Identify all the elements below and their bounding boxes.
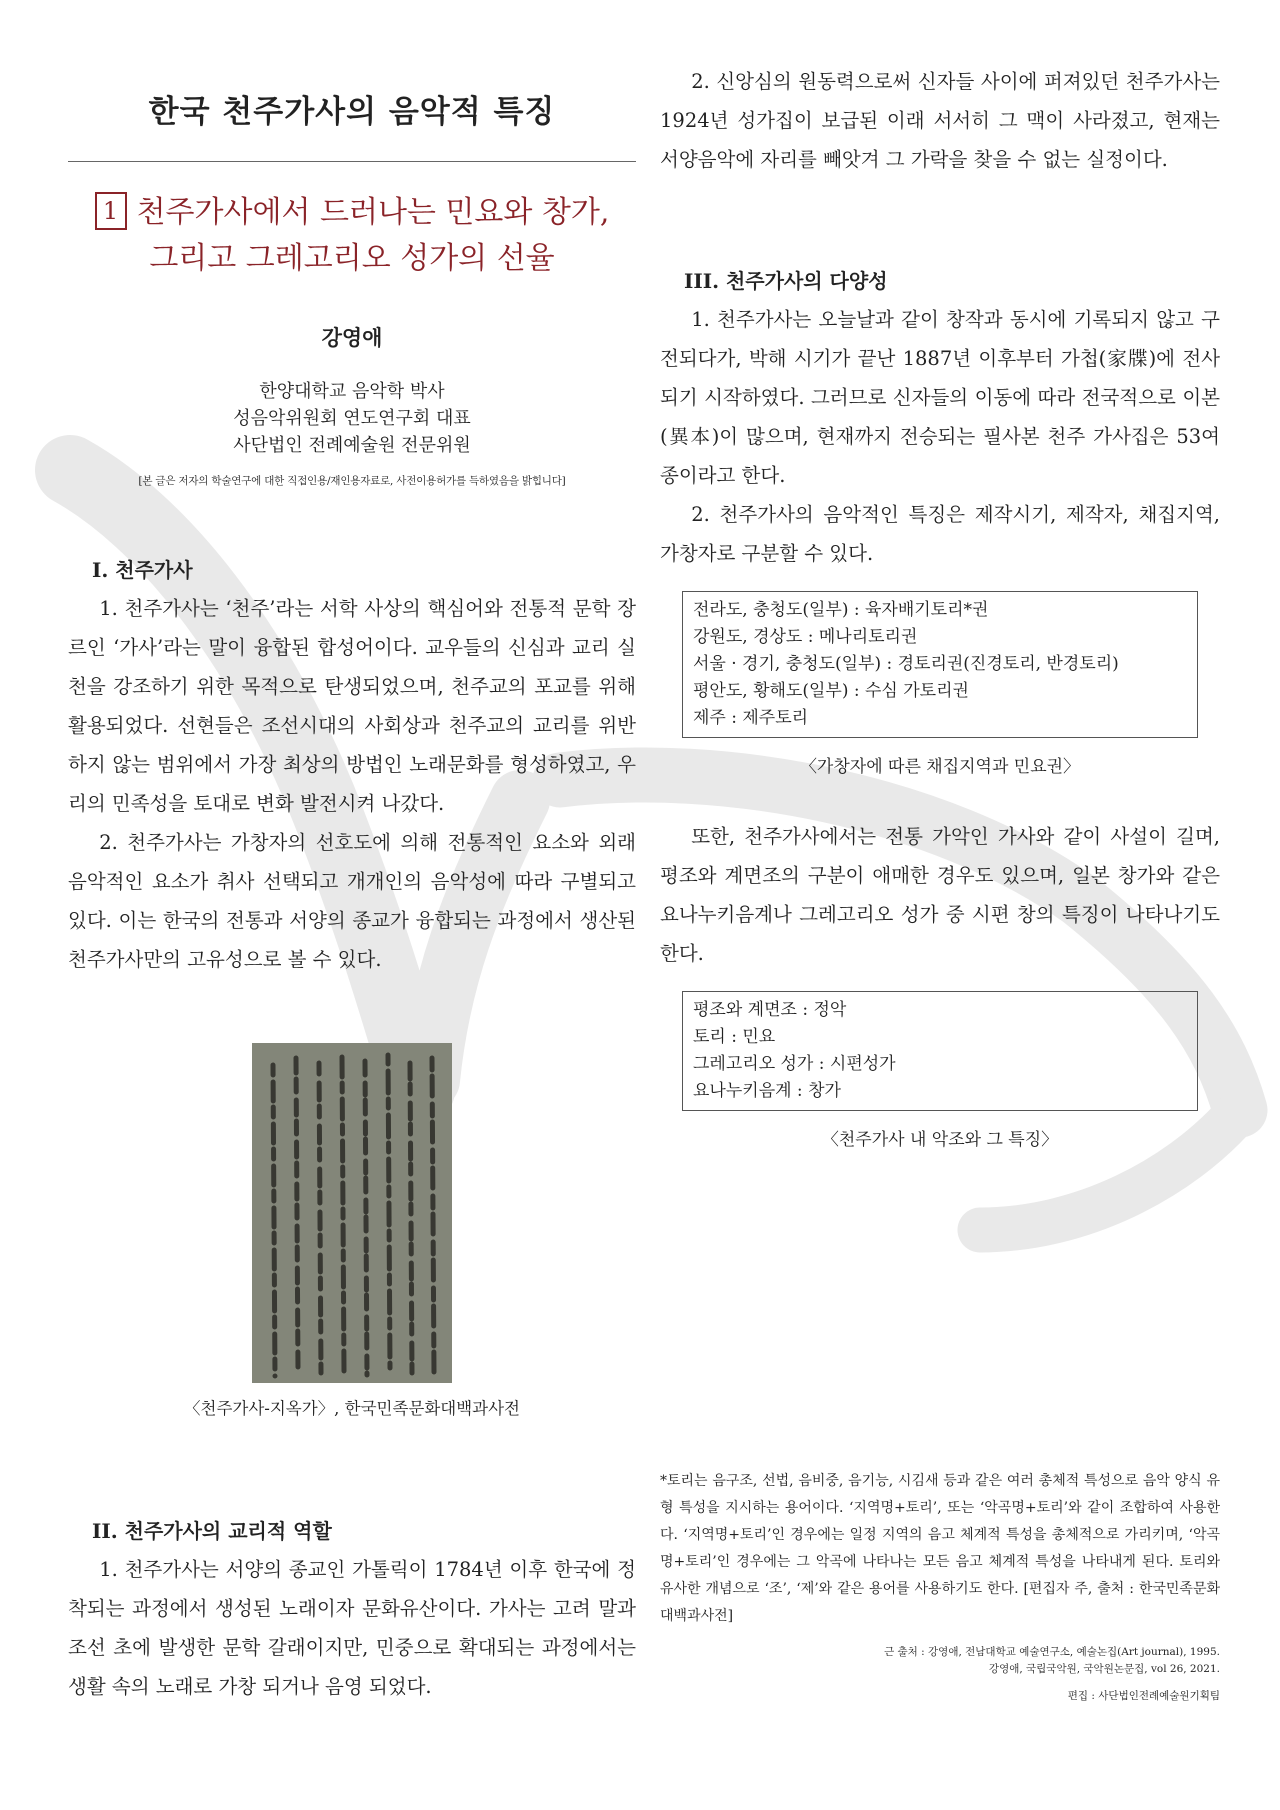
region-row: 제주 : 제주토리 (693, 708, 809, 728)
figure-caption: 〈천주가사-지옥가〉, 한국민족문화대백과사전 (184, 1399, 520, 1418)
region-table-box (682, 591, 1198, 738)
section-2-heading: II. 천주가사의 교리적 역할 (92, 1519, 332, 1543)
manuscript-image (252, 1043, 452, 1383)
mode-row: 토리 : 민요 (693, 1027, 776, 1047)
copyright-notice: [본 글은 저자의 학술연구에 대한 직접인용/재인용자료로, 사전이용허가를 득하였음을 밝힙니다] (138, 475, 566, 487)
title-divider (68, 161, 636, 162)
right-column (660, 62, 1220, 1703)
footnote: *토리는 음구조, 선법, 음비중, 음기능, 시김새 등과 같은 여러 총체적 특성으로 음악 양식 유형 특성을 지시하는 용어이다. ‘지역명+토리’, 또는 ‘악곡명+토리’와 같이 조합하여 사용한다. ‘지역명+토리’인 경우에는 일정 지역의 음고 체계적 특성을 총체적으로 가리키며, ‘악곡명+토리’인 경우에는 그 악곡에 나타나는 모든 음고 체계적 특성을 나타내게 된다. 토리와 유사한 개념으로 ‘조’, ‘제’와 같은 용어를 사용하기도 한다. [편집자 주, 출처 : 한국민족문화대백과사전] (660, 1473, 1220, 1624)
section-3-heading: III. 천주가사의 다양성 (684, 269, 888, 293)
mode-row: 평조와 계면조 : 정악 (693, 1000, 847, 1020)
region-table-caption: 〈가창자에 따른 채집지역과 민요권〉 (799, 757, 1081, 777)
mode-table-caption: 〈천주가사 내 악조와 그 특징〉 (821, 1130, 1059, 1150)
subtitle-line-2: 그리고 그레고리오 성가의 선율 (149, 241, 555, 276)
mode-row: 요나누키음계 : 창가 (693, 1081, 841, 1101)
left-column (68, 60, 636, 1706)
section-3-paragraph: 2. 천주가사의 음악적인 특징은 제작시기, 제작자, 채집지역, 가창자로 구분할 수 있다. (660, 503, 1220, 565)
affiliation-line: 사단법인 전례예술원 전문위원 (233, 435, 471, 456)
references (660, 1644, 1220, 1678)
section-1-paragraph: 2. 천주가사는 가창자의 선호도에 의해 전통적인 요소와 외래 음악적인 요소가 취사 선택되고 개개인의 음악성에 따라 구별되고 있다. 이는 한국의 전통과 서양의 종교가 융합되는 과정에서 생산된 천주가사만의 고유성으로 볼 수 있다. (68, 831, 636, 971)
section-2-continued-paragraph: 2. 신앙심의 원동력으로써 신자들 사이에 퍼져있던 천주가사는 1924년 성가집이 보급된 이래 서서히 그 맥이 사라졌고, 현재는 서양음악에 자리를 빼앗겨 그 가락을 찾을 수 없는 실정이다. (660, 70, 1220, 171)
section-3-paragraph: 또한, 천주가사에서는 전통 가악인 가사와 같이 사설이 길며, 평조와 계면조의 구분이 애매한 경우도 있으며, 일본 창가와 같은 요나누키음계나 그레고리오 성가 중 시편 창의 특징이 나타나기도 한다. (660, 825, 1220, 965)
section-number-badge: 1 (95, 192, 127, 230)
section-2-paragraph: 1. 천주가사는 서양의 종교인 가톨릭이 1784년 이후 한국에 정착되는 과정에서 생성된 노래이자 문화유산이다. 가사는 고려 말과 조선 초에 발생한 문학 갈래이지만, 민중으로 확대되는 과정에서는 생활 속의 노래로 가창 되거나 음영 되었다. (68, 1558, 636, 1698)
author-affiliations (68, 378, 636, 459)
section-1-heading: I. 천주가사 (92, 558, 193, 582)
manuscript-figure (68, 1043, 636, 1419)
region-row: 평안도, 황해도(일부) : 수심 가토리권 (693, 681, 969, 701)
editor-credit: 편집 : 사단법인전례예술원기획팀 (1067, 1690, 1220, 1702)
affiliation-line: 한양대학교 음악학 박사 (259, 381, 445, 402)
page-title: 한국 천주가사의 음악적 특징 (148, 94, 556, 130)
region-row: 서울 · 경기, 충청도(일부) : 경토리권(진경토리, 반경토리) (693, 654, 1119, 674)
author-name: 강영애 (321, 325, 383, 350)
mode-row: 그레고리오 성가 : 시편성가 (693, 1054, 896, 1074)
section-3-paragraph: 1. 천주가사는 오늘날과 같이 창작과 동시에 기록되지 않고 구전되다가, 박해 시기가 끝난 1887년 이후부터 가첩(家牒)에 전사되기 시작하였다. 그러므로 신자들의 이동에 따라 전국적으로 이본(異本)이 많으며, 현재까지 전승되는 필사본 천주 가사집은 53여 종이라고 한다. (660, 308, 1220, 487)
reference-line: 근 출처 : 강영애, 전남대학교 예술연구소, 예술논집(Art journal), 1995. (884, 1646, 1220, 1658)
article-subtitle (68, 190, 636, 282)
mode-table-box (682, 991, 1198, 1111)
subtitle-line-1: 천주가사에서 드러나는 민요와 창가, (136, 195, 610, 230)
region-row: 전라도, 충청도(일부) : 육자배기토리*권 (693, 600, 989, 620)
affiliation-line: 성음악위원회 연도연구회 대표 (233, 408, 471, 429)
section-1-paragraph: 1. 천주가사는 ‘천주’라는 서학 사상의 핵심어와 전통적 문학 장르인 ‘가사’라는 말이 융합된 합성어이다. 교우들의 신심과 교리 실천을 강조하기 위한 목적으로 탄생되었으며, 천주교의 포교를 위해 활용되었다. 선현들은 조선시대의 사회상과 천주교의 교리를 위반하지 않는 범위에서 가장 최상의 방법인 노래문화를 형성하였고, 우리의 민족성을 토대로 변화 발전시켜 나갔다. (68, 597, 636, 815)
region-row: 강원도, 경상도 : 메나리토리권 (693, 627, 918, 647)
reference-line: 강영애, 국립국악원, 국악원논문집, vol 26, 2021. (988, 1663, 1220, 1675)
